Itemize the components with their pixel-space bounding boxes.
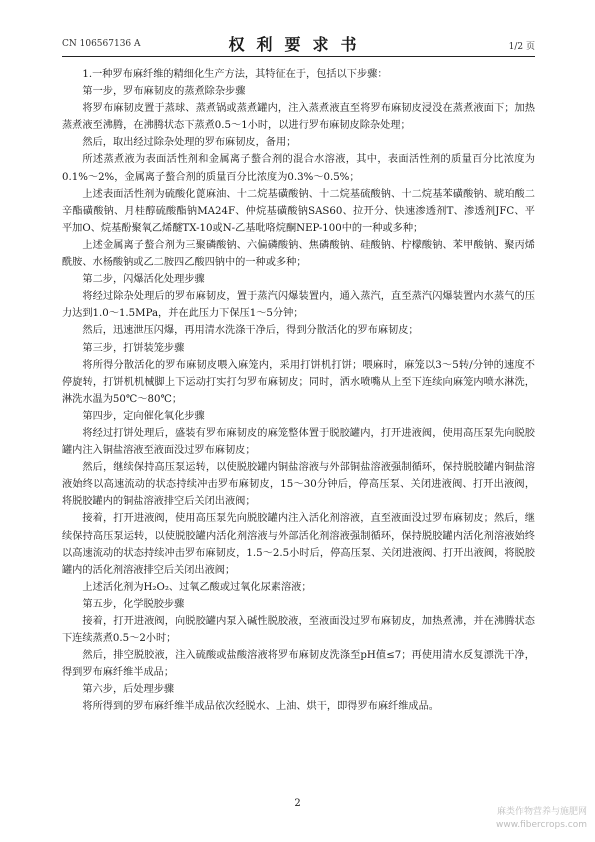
patent-number: CN 106567136 A [62, 39, 141, 49]
claim-paragraph: 将所得到的罗布麻纤维半成品依次经脱水、上油、烘干，即得罗布麻纤维成品。 [82, 701, 439, 713]
step-heading: 第五步，化学脱胶步骤 [82, 598, 185, 610]
step-heading: 第二步，闪爆活化处理步骤 [82, 274, 205, 286]
claim-paragraph: 上述活化剂为H₂O₂、过氧乙酸或过氧化尿素溶液； [82, 581, 312, 593]
step-heading: 第一步，罗布麻韧皮的蒸煮除杂步骤 [82, 86, 246, 98]
claim-paragraph: 将经过打饼处理后，盛装有罗布麻韧皮的麻笼整体置于脱胶罐内，打开进液阀，使用高压泵先向脱胶罐内注入铜盐溶液至液面没过罗布麻韧皮； [62, 427, 535, 457]
document-title: 权利要求书 [228, 35, 369, 54]
claim-paragraph: 上述表面活性剂为硫酸化蓖麻油、十二烷基磺酸钠、十二烷基硫酸钠、十二烷基苯磺酸钠、琥珀酸二辛酯磺酸钠、月桂醇硫酸酯钠MA24F、仲烷基磺酸钠SAS60、拉开分、快速渗透剂T、渗透剂JFC、平平加O、烷基酚聚氧乙烯醚TX-10或N-乙基吡咯烷酮NEP-100中的一种或多种； [62, 188, 535, 234]
step-heading: 第六步，后处理步骤 [82, 684, 175, 696]
claim-paragraph: 将所得分散活化的罗布麻韧皮喂入麻笼内，采用打饼机打饼；喂麻时，麻笼以3～5转/分钟的速度不停旋转，打饼机机械脚上下运动打实打匀罗布麻韧皮；同时，洒水喷嘴从上至下连续向麻笼内喷水淋洗，淋洗水温为50℃～80℃； [62, 359, 535, 405]
page-number: 2 [294, 798, 301, 809]
claim-paragraph: 将罗布麻韧皮置于蒸球、蒸煮锅或蒸煮罐内，注入蒸煮液直至将罗布麻韧皮浸没在蒸煮液面下；加热蒸煮液至沸腾，在沸腾状态下蒸煮0.5～1小时，以进行罗布麻韧皮除杂处理； [62, 103, 535, 132]
claims-body [62, 66, 535, 716]
claim-paragraph: 然后，继续保持高压泵运转，以使脱胶罐内铜盐溶液与外部铜盐溶液强制循环，保持脱胶罐内铜盐溶液始终以高速流动的状态持续冲击罗布麻韧皮，15～30分钟后，停高压泵、关闭进液阀、打开出液阀，将脱胶罐内的铜盐溶液排空后关闭出液阀； [62, 462, 535, 508]
watermark-text: 麻类作物营养与施肥网 [496, 807, 587, 817]
watermark-url: www.fibercrops.com [496, 820, 587, 830]
watermark [496, 806, 587, 832]
step-heading: 第四步，定向催化氧化步骤 [82, 410, 205, 422]
page-header [62, 30, 535, 57]
claim-paragraph: 接着，打开进液阀，使用高压泵先向脱胶罐内注入活化剂溶液，直至液面没过罗布麻韧皮；然后，继续保持高压泵运转，以使脱胶罐内活化剂溶液与外部活化剂溶液强制循环，保持脱胶罐内活化剂溶液始终以高速流动的状态持续冲击罗布麻韧皮，1.5～2.5小时后，停高压泵、关闭进液阀、打开出液阀，将脱胶罐内的活化剂溶液排空后关闭出液阀； [62, 513, 535, 576]
page-indicator: 1/2 页 [508, 42, 535, 52]
claim-paragraph: 1.一种罗布麻纤维的精细化生产方法，其特征在于，包括以下步骤： [82, 69, 388, 80]
claim-paragraph: 然后，迅速泄压闪爆，再用清水洗涤干净后，得到分散活化的罗布麻韧皮； [82, 325, 419, 337]
step-heading: 第三步，打饼装笼步骤 [82, 342, 185, 354]
claim-paragraph: 然后，排空脱胶液，注入硫酸或盐酸溶液将罗布麻韧皮洗涤至pH值≤7；再使用清水反复漂洗干净，得到罗布麻纤维半成品； [62, 650, 535, 679]
claim-paragraph: 将经过除杂处理后的罗布麻韧皮，置于蒸汽闪爆装置内，通入蒸汽，直至蒸汽闪爆装置内水蒸气的压力达到1.0～1.5MPa，并在此压力下保压1～5分钟； [62, 291, 535, 320]
claim-paragraph: 上述金属离子螯合剂为三聚磷酸钠、六偏磷酸钠、焦磷酸钠、硅酸钠、柠檬酸钠、苯甲酸钠、聚丙烯酰胺、水杨酸钠或乙二胺四乙酸四钠中的一种或多种； [62, 239, 535, 269]
claim-paragraph: 接着，打开进液阀，向脱胶罐内泵入碱性脱胶液，至液面没过罗布麻韧皮，加热煮沸，并在沸腾状态下连续蒸煮0.5～2小时； [62, 616, 535, 645]
claim-paragraph: 然后，取出经过除杂处理的罗布麻韧皮，备用； [82, 137, 297, 149]
claim-paragraph: 所述蒸煮液为表面活性剂和金属离子螯合剂的混合水溶液，其中，表面活性剂的质量百分比浓度为0.1%～2%，金属离子螯合剂的质量百分比浓度为0.3%～0.5%； [62, 154, 535, 183]
